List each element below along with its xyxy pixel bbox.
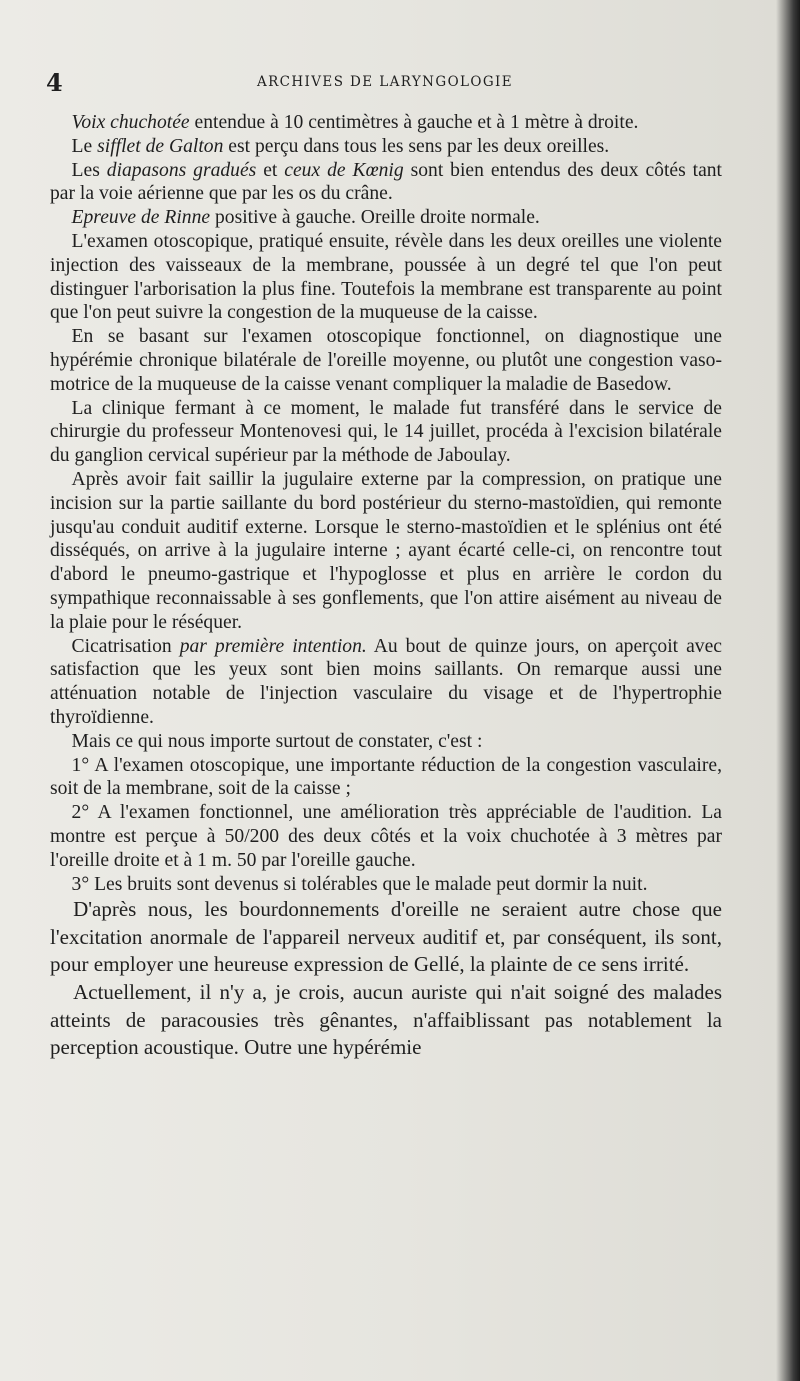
paragraph [50,979,722,1062]
paragraph [50,230,722,325]
text-run: Le [71,135,98,157]
italic-text: Voix chuchotée [71,112,190,133]
running-title: ARCHIVES DE LARYNGOLOGIE [256,74,514,90]
paragraph [50,635,722,730]
paragraph [50,801,722,872]
page-header [46,68,724,98]
paragraph [50,135,722,159]
paragraph [50,730,722,754]
italic-text: par première intention. [179,635,367,657]
text-run: Après avoir fait saillir la jugulaire externe par la compression, on pratique une incision sur la partie saillante du bord postérieur du sterno-mastoïdien, qui remonte jusqu'au conduit auditif externe. Lorsque le sterno-mastoïdien et le splénius ont été disséqués, on arrive à la jugulaire interne ; ayant écarté celle-ci, on rencontre tout d'abord le pneumo-gastrique et l'hypoglosse et plus en arrière le cordon du sympathique reconnaissable à ses gonflements, que l'on attire aisément au niveau de la plaie pour le réséquer. [50,468,722,633]
paragraph [50,206,722,230]
italic-text: Epreuve de Rinne [71,207,211,229]
text-run: Au bout de quinze jours, on aperçoit avec satisfaction que les yeux sont bien moins saillants. On remarque aussi une atténuation notable de l'injection vasculaire du visage et de l'hypertrophie thyroïdienne. [50,635,722,728]
text-run: La clinique fermant à ce moment, le malade fut transféré dans le service de chirurgie du professeur Montenovesi qui, le 14 juillet, procéda à l'excision bilatérale du ganglion cervical supérieur par la méthode de Jaboulay. [50,397,722,467]
text-run: et [256,159,285,181]
body-text [50,111,722,1062]
text-run: Actuellement, il n'y a, je crois, aucun auriste qui n'ait soigné des malades atteints de paracousies très gênantes, n'affaiblissant pas notablement la perception acoustique. Outre une hypérémie [50,980,722,1060]
paragraph [50,468,722,635]
text-run: 3° Les bruits sont devenus si tolérables que le malade peut dormir la nuit. [71,873,648,895]
paragraph [50,111,722,135]
paragraph [50,325,722,396]
text-run: D'après nous, les bourdonnements d'oreille ne seraient autre chose que l'excitation anormale de l'appareil nerveux auditif et, par conséquent, ils sont, pour employer une heureuse expression de Gellé, la plainte de ce sens irrité. [50,897,722,977]
italic-text: diapasons gradués [106,159,257,181]
text-run: En se basant sur l'examen otoscopique fonctionnel, on diagnostique une hypérémie chronique bilatérale de l'oreille moyenne, ou plutôt une congestion vaso-motrice de la muqueuse de la caisse venant compliquer la maladie de Basedow. [50,326,722,395]
text-run: Les [71,159,107,181]
text-run: sont bien entendus des deux côtés tant par la voie aérienne que par les os du crâne. [50,159,723,205]
paragraph [50,896,722,979]
text-run: 2° A l'examen fonctionnel, une amélioration très appréciable de l'audition. La montre est perçue à 50/200 des deux côtés et la voix chuchotée à 3 mètres par l'oreille droite et à 1 m. 50 par l'oreille gauche. [50,802,722,871]
text-run: entendue à 10 centimètres à gauche et à 1 mètre à droite. [189,112,639,133]
text-run: Cicatrisation [71,635,180,657]
paragraph [50,159,722,207]
text-run: est perçu dans tous les sens par les deux oreilles. [223,135,610,157]
text-run: Mais ce qui nous importe surtout de constater, c'est : [71,730,483,752]
italic-text: sifflet de Galton [97,135,224,157]
text-run: L'examen otoscopique, pratiqué ensuite, révèle dans les deux oreilles une violente injection des vaisseaux de la membrane, poussée à un degré tel que l'on peut distinguer l'arborisation la plus fine. Toutefois la membrane est transparente au point que l'on peut suivre la congestion de la muqueuse de la caisse. [50,230,722,324]
paragraph [50,397,722,468]
paragraph [50,873,722,897]
paragraph [50,754,722,802]
italic-text: ceux de Kœnig [284,159,404,181]
text-run: 1° A l'examen otoscopique, une importante réduction de la congestion vasculaire, soit de la membrane, soit de la caisse ; [50,754,722,800]
text-run: positive à gauche. Oreille droite normale. [210,207,540,229]
page-number: 4 [46,68,63,97]
